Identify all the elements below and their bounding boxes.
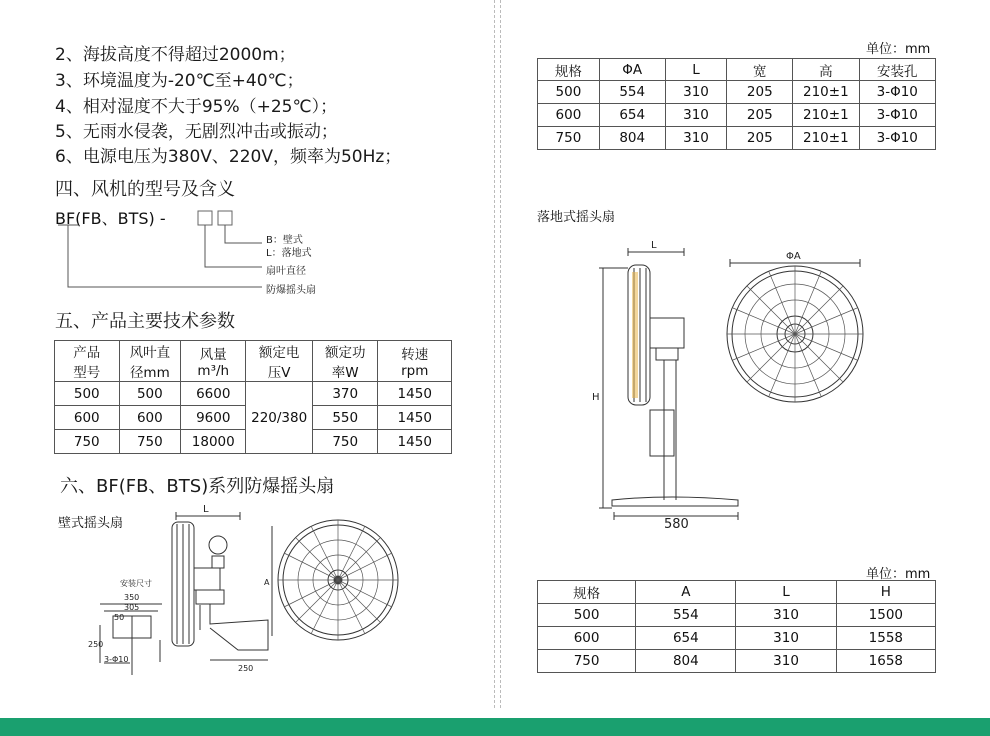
cell: 550: [312, 406, 377, 430]
floor-dim-A: ΦA: [786, 251, 801, 262]
cell: 205: [727, 127, 793, 150]
floor-dim-L: L: [651, 240, 657, 251]
header-cell: 规格: [538, 581, 636, 604]
cell: 500: [119, 382, 181, 406]
cell: 310: [665, 81, 727, 104]
condition-5: 5、无雨水侵袭，无剧烈冲击或振动；: [55, 122, 338, 142]
cell: 500: [538, 81, 600, 104]
header-cell: 安装孔: [859, 59, 935, 81]
cell: 804: [599, 127, 665, 150]
table-row: [538, 627, 936, 650]
cell: 654: [599, 104, 665, 127]
floor-dim-base: 580: [664, 517, 689, 532]
cell: 3-Φ10: [859, 81, 935, 104]
cell: 205: [727, 104, 793, 127]
header-cell: H: [836, 581, 935, 604]
legend-floor: L：落地式: [266, 248, 312, 259]
wall-dim-A: A: [264, 578, 270, 587]
cell: 310: [736, 650, 836, 673]
header-cell: L: [665, 59, 727, 81]
cell: 210±1: [793, 81, 859, 104]
condition-3: 3、环境温度为-20℃至+40℃；: [55, 71, 304, 91]
header-cell: A: [636, 581, 736, 604]
section4-title: 四、风机的型号及含义: [55, 179, 235, 200]
cell: 6600: [181, 382, 246, 406]
header-cell: 高: [793, 59, 859, 81]
cell: 310: [665, 104, 727, 127]
spec-header-voltage: 额定电 压V: [246, 341, 313, 382]
cell: 750: [55, 430, 120, 454]
cell: 1658: [836, 650, 935, 673]
wall-dim-350: 350: [124, 593, 140, 602]
floor-fan-table: [537, 580, 936, 673]
header-cell: 宽: [727, 59, 793, 81]
wall-dim-250-base: 250: [238, 664, 254, 673]
cell: 310: [736, 604, 836, 627]
wall-dim-L: L: [203, 504, 209, 515]
section5-title: 五、产品主要技术参数: [55, 311, 235, 332]
unit-label-bottom: 单位：mm: [866, 567, 931, 582]
cell: 1558: [836, 627, 935, 650]
cell: 654: [636, 627, 736, 650]
cell: 750: [312, 430, 377, 454]
legend-wall: B：壁式: [266, 235, 303, 246]
unit-label-top: 单位：mm: [866, 42, 931, 57]
voltage-cell: 220/380: [246, 382, 313, 454]
header-cell: ΦA: [599, 59, 665, 81]
cell: 804: [636, 650, 736, 673]
section6-title: 六、BF(FB、BTS)系列防爆摇头扇: [60, 476, 335, 497]
cell: 500: [55, 382, 120, 406]
cell: 600: [55, 406, 120, 430]
spec-header-speed: 转速 rpm: [378, 341, 452, 382]
floor-dim-H: H: [592, 392, 600, 403]
cell: 310: [736, 627, 836, 650]
floor-fan-label: 落地式摇头扇: [537, 210, 616, 225]
wall-dim-250-left: 250: [88, 640, 104, 649]
cell: 1500: [836, 604, 935, 627]
cell: 370: [312, 382, 377, 406]
header-cell: L: [736, 581, 836, 604]
spec-header-model: 产品 型号: [55, 341, 120, 382]
wall-install-label: 安装尺寸: [120, 579, 152, 588]
bottom-band: [0, 718, 990, 736]
model-code: BF(FB、BTS) -: [55, 209, 166, 228]
cell: 750: [119, 430, 181, 454]
condition-4: 4、相对湿度不大于95%（+25℃）；: [55, 97, 338, 117]
cell: 600: [119, 406, 181, 430]
cell: 310: [665, 127, 727, 150]
cell: 500: [538, 604, 636, 627]
cell: 750: [538, 650, 636, 673]
cell: 1450: [378, 430, 452, 454]
cell: 554: [636, 604, 736, 627]
wall-dim-50: 50: [114, 613, 125, 622]
legend-diameter: 扇叶直径: [266, 266, 306, 277]
cell: 554: [599, 81, 665, 104]
spec-header-diameter: 风叶直 径mm: [119, 341, 181, 382]
cell: 205: [727, 81, 793, 104]
spec-header-airflow: 风量 m³/h: [181, 341, 246, 382]
cell: 750: [538, 127, 600, 150]
cell: 18000: [181, 430, 246, 454]
cell: 1450: [378, 382, 452, 406]
wall-dim-305: 305: [124, 603, 140, 612]
condition-2: 2、海拔高度不得超过2000m；: [55, 45, 296, 65]
header-cell: 规格: [538, 59, 600, 81]
legend-name: 防爆摇头扇: [266, 285, 316, 296]
table-row: [538, 604, 936, 627]
table-row: [538, 650, 936, 673]
condition-6: 6、电源电压为380V、220V，频率为50Hz；: [55, 147, 402, 167]
wall-holes: 3-Φ10: [104, 655, 129, 664]
cell: 3-Φ10: [859, 127, 935, 150]
spec-header-power: 额定功 率W: [312, 341, 377, 382]
cell: 3-Φ10: [859, 104, 935, 127]
cell: 210±1: [793, 127, 859, 150]
cell: 600: [538, 627, 636, 650]
cell: 1450: [378, 406, 452, 430]
cell: 210±1: [793, 104, 859, 127]
wall-fan-label: 壁式摇头扇: [58, 516, 124, 531]
cell: 9600: [181, 406, 246, 430]
cell: 600: [538, 104, 600, 127]
